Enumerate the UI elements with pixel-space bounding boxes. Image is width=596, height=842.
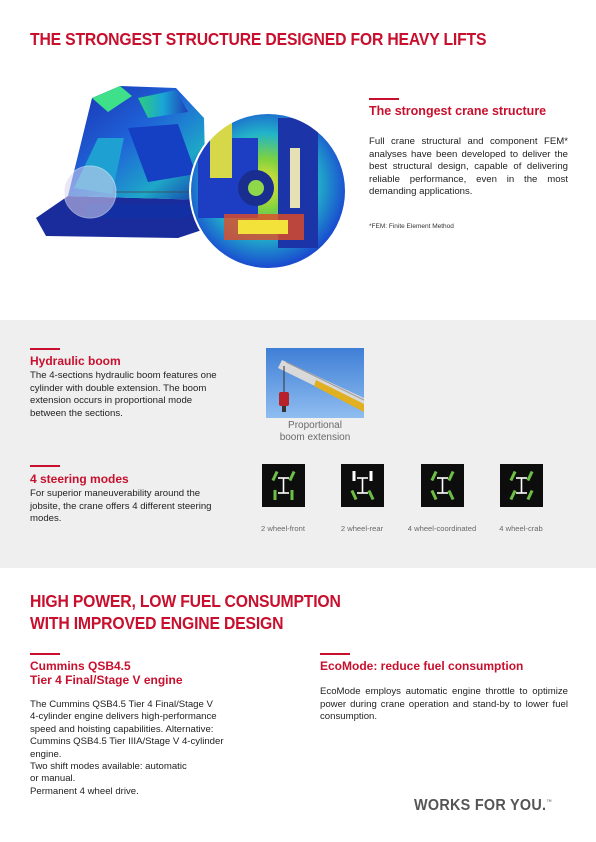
power-heading-line-1: HIGH POWER, LOW FUEL CONSUMPTION (30, 591, 341, 611)
steering-2-wheel-rear-icon (341, 464, 384, 507)
steering-mode-label: 2 wheel-rear (340, 524, 384, 533)
steering-4-wheel-crab-icon (500, 464, 543, 507)
structure-body: Full crane structural and component FEM* analyses have been developed to deliver the best structural design, capable of delivering reliable performance, even in the most demanding applications. (369, 136, 568, 198)
steering-mode-label: 2 wheel-front (261, 524, 305, 533)
engine-heading-line-2: Tier 4 Final/Stage V engine (30, 673, 183, 687)
steering-mode-label: 4 wheel-crab (499, 524, 543, 533)
slogan-text: WORKS FOR YOU. (414, 797, 547, 814)
boom-caption (266, 420, 364, 444)
trademark-mark: ™ (546, 799, 553, 806)
structure-subheading: The strongest crane structure (369, 104, 547, 118)
red-rule (30, 348, 60, 350)
engine-body-line: engine. (30, 748, 62, 760)
ecomode-body: EcoMode employs automatic engine throttle to optimize power during crane operation and stand-by to lower fuel consumption. (320, 686, 568, 723)
ecomode-heading: EcoMode: reduce fuel consumption (320, 659, 524, 673)
boom-extension-photo (266, 348, 364, 418)
engine-body-line: or manual. (30, 773, 76, 785)
boom-caption-line-1: Proportional (288, 420, 342, 431)
steering-4-wheel-coordinated-icon (421, 464, 464, 507)
fem-structure-image (28, 78, 373, 310)
engine-body (30, 699, 270, 798)
engine-heading-line-1: Cummins QSB4.5 (30, 659, 131, 673)
boom-body: The 4-sections hydraulic boom features one cylinder with double extension. The boom extension occurs in proportional mode between the sections. (30, 370, 217, 419)
works-for-you-slogan (414, 797, 552, 815)
fem-footnote: *FEM: Finite Element Method (369, 223, 454, 230)
engine-body-line: 4-cylinder engine delivers high-performance (30, 711, 217, 723)
boom-heading: Hydraulic boom (30, 354, 121, 368)
red-rule (320, 653, 350, 655)
page-heading-power (30, 590, 375, 634)
red-rule (30, 653, 60, 655)
steering-2-wheel-front-icon (262, 464, 305, 507)
steering-mode-label: 4 wheel-coordinated (407, 524, 477, 533)
engine-body-line: Two shift modes available: automatic (30, 761, 187, 773)
page-heading-structure: THE STRONGEST STRUCTURE DESIGNED FOR HEAVY LIFTS (30, 29, 487, 49)
engine-body-line: Cummins QSB4.5 Tier IIIA/Stage V 4-cylinder (30, 736, 224, 748)
engine-heading (30, 659, 183, 687)
red-rule (30, 465, 60, 467)
engine-body-line: speed and hoisting capabilities. Alternative: (30, 723, 214, 735)
red-rule (369, 98, 399, 100)
power-heading-line-2: WITH IMPROVED ENGINE DESIGN (30, 613, 284, 633)
steering-body: For superior maneuverability around the jobsite, the crane offers 4 different steering modes. (30, 488, 212, 525)
boom-caption-line-2: boom extension (279, 432, 351, 443)
steering-heading: 4 steering modes (30, 472, 129, 486)
engine-body-line: The Cummins QSB4.5 Tier 4 Final/Stage V (30, 699, 213, 710)
engine-body-line: Permanent 4 wheel drive. (30, 785, 139, 797)
